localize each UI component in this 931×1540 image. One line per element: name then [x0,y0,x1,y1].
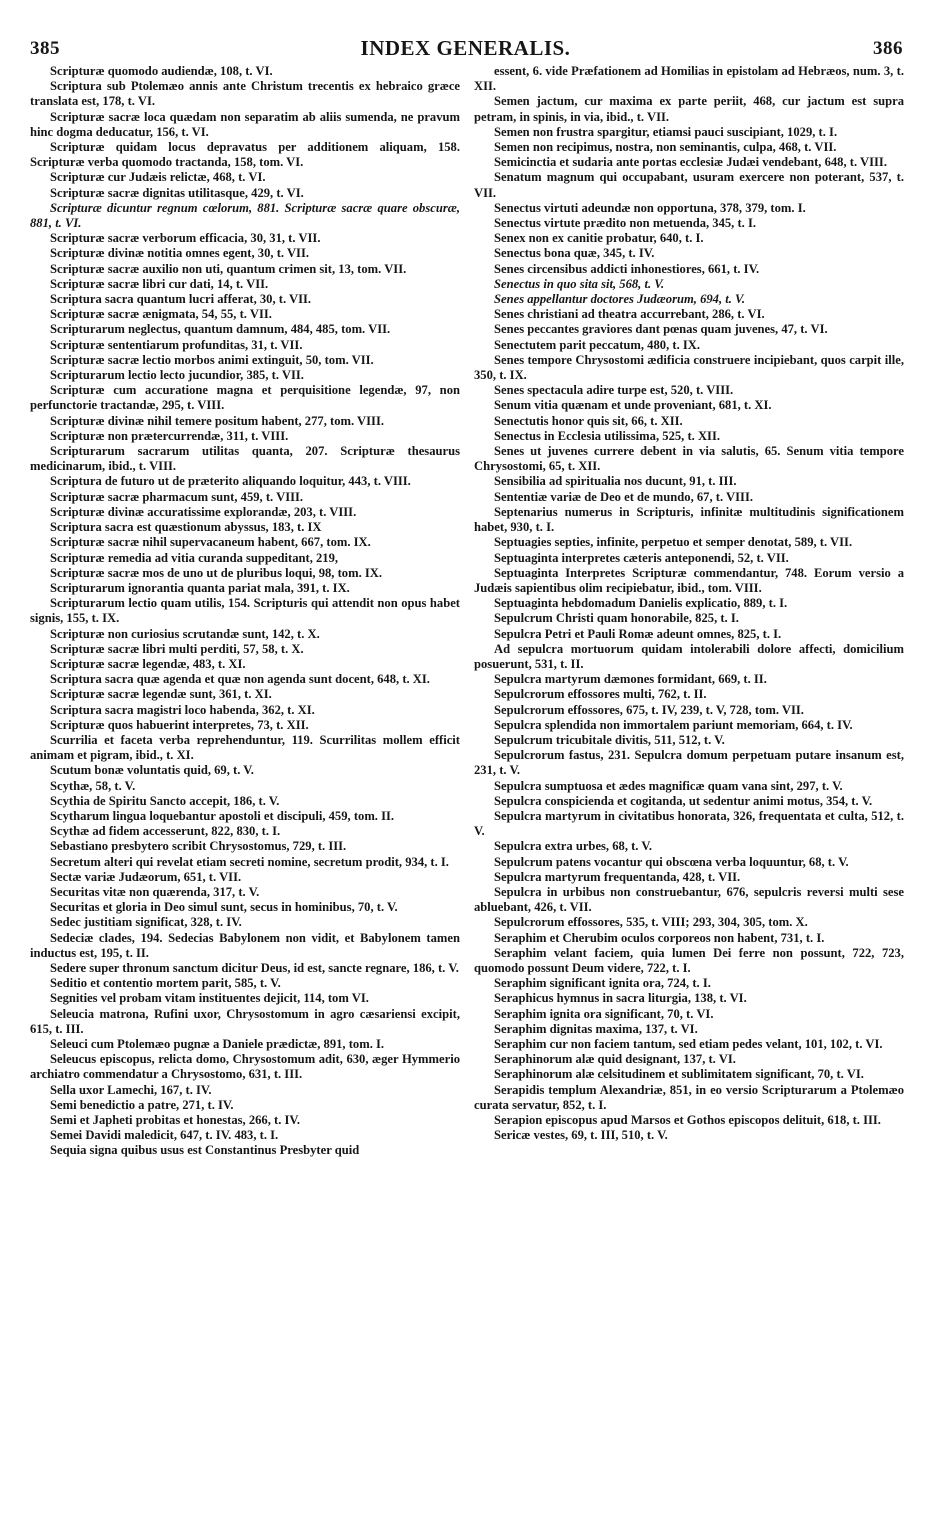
index-entry: Seraphim significant ignita ora, 724, t. I. [494,976,711,991]
index-entry: Semei Davidi maledicit, 647, t. IV. 483, t. I. [50,1128,279,1143]
index-entry: Sedere super thronum sanctum dicitur Deus, id est, sancte regnare, 186, t. V. [50,960,459,975]
index-entry: Scriptura sacra quæ agenda et quæ non agenda sunt docent, 648, t. XI. [50,672,430,687]
left-page-number: 385 [30,38,60,59]
index-entry: Seraphim dignitas maxima, 137, t. VI. [494,1021,698,1036]
index-entry: Scripturæ non curiosius scrutandæ sunt, 142, t. X. [50,626,320,641]
index-entry: Scripturarum ignorantia quanta pariat mala, 391, t. IX. [50,580,350,595]
index-entry: Scutum bonæ voluntatis quid, 69, t. V. [50,763,254,778]
index-entry: Scripturæ sacræ verborum efficacia, 30, 31, t. VII. [50,231,321,246]
index-entry: Scripturæ cum accuratione magna et perquisitione legendæ, 97, non perfunctorie tractandæ, 295, t. VIII. [30,383,460,413]
index-entry: Ad sepulcra mortuorum quidam intolerabili dolore affecti, domicilium posuerunt, 531, t. II. [474,641,904,671]
index-entry: Seleuci cum Ptolemæo pugnæ a Daniele prædictæ, 891, tom. I. [50,1037,385,1051]
index-entry: Senectus in Ecclesia utilissima, 525, t. XII. [494,428,720,443]
index-entry: Scripturæ divinæ nihil temere positum habent, 277, tom. VIII. [50,413,384,428]
index-entry: Senes peccantes graviores dant pœnas quam juvenes, 47, t. VI. [494,322,828,337]
index-entry: Sequia signa quibus usus est Constantinus Presbyter quid [50,1143,360,1158]
index-entry: Semen non frustra spargitur, etiamsi pauci suscipiant, 1029, t. I. [494,124,838,139]
index-entry: Securitas et gloria in Deo simul sunt, secus in hominibus, 70, t. V. [50,900,398,915]
index-entry: Senatum magnum qui occupabant, usuram exercere non poterant, 537, t. VII. [474,170,904,200]
index-entry: Scripturæ sacræ lectio morbos animi extinguit, 50, tom. VII. [50,352,374,367]
index-entry: Scripturæ cur Judæis relictæ, 468, t. VI. [50,170,266,185]
index-entry: Septuagies septies, infinite, perpetuo et semper denotat, 589, t. VII. [494,535,853,550]
index-entry: Sepulcra extra urbes, 68, t. V. [494,839,652,854]
page-header [0,18,931,62]
index-entry: Seraphim et Cherubim oculos corporeos non habent, 731, t. I. [494,930,825,945]
index-entry: Senectus in quo sita sit, 568, t. V. [494,276,665,291]
index-entry: Scripturæ sacræ auxilio non uti, quantum crimen sit, 13, tom. VII. [50,261,407,276]
index-entry: Scripturæ sacræ legendæ, 483, t. XI. [50,656,246,671]
index-entry: Scripturæ sacræ ænigmata, 54, 55, t. VII. [50,307,272,322]
index-entry: Sepulcrum patens vocantur qui obscœna verba loquuntur, 68, t. V. [494,854,849,869]
index-entry: Scriptura de futuro ut de præterito aliquando loquitur, 443, t. VIII. [50,474,411,489]
index-entry: Semicinctia et sudaria ante portas ecclesiæ Judæi vendebant, 648, t. VIII. [494,155,887,170]
index-entry: Sectæ variæ Judæorum, 651, t. VII. [50,869,242,884]
index-entry: Scripturæ sacræ nihil supervacaneum habent, 667, tom. IX. [50,535,371,550]
index-entry: Scripturæ sacræ libri cur dati, 14, t. VII. [50,276,269,291]
index-entry: Sedec justitiam significat, 328, t. IV. [50,915,242,930]
index-entry: Secretum alteri qui revelat etiam secreti nomine, secretum prodit, 934, t. I. [50,854,449,869]
index-entry: Scythæ, 58, t. V. [50,778,136,793]
page-title: INDEX GENERALIS. [360,36,571,60]
index-entry: Scytharum lingua loquebantur apostoli et discipuli, 459, tom. II. [50,808,395,823]
index-entry: Seraphinorum alæ celsitudinem et sublimitatem significant, 70, t. VI. [494,1067,864,1082]
index-entry: Sepulcra martyrum frequentanda, 428, t. VII. [494,869,741,884]
index-entry: Scripturæ sacræ mos de uno ut de pluribus loqui, 98, tom. IX. [50,565,383,580]
index-entry: Scripturæ dicuntur regnum cœlorum, 881. Scripturæ sacræ quare obscuræ, 881, t. VI. [30,200,460,231]
index-entry: Sepulcra conspicienda et cogitanda, ut sedentur animi motus, 354, t. V. [494,793,873,808]
index-entry: Seleucia matrona, Rufini uxor, Chrysostomum in agro cæsariensi excipit, 615, t. III. [30,1006,460,1036]
index-entry: Scriptura sacra magistri loco habenda, 362, t. XI. [50,702,315,717]
index-entry: Scripturæ quidam locus depravatus per additionem aliquam, 158. Scripturæ verba quomodo tractanda, 158, tom. VI. [30,140,460,170]
index-entry: essent, 6. vide Præfationem ad Homilias in epistolam ad Hebræos, num. 3, t. XII. [474,64,904,94]
index-entry: Seraphinorum alæ quid designant, 137, t. VI. [494,1052,736,1067]
index-entry: Serapion episcopus apud Marsos et Gothos episcopos delituit, 618, t. III. [494,1113,881,1128]
index-entry: Septuaginta Interpretes Scripturæ commendantur, 748. Eorum versio a Judæis sapientibus olim recipiebatur, ibid., tom. VIII. [474,565,904,595]
index-entry: Segnities vel probam vitam instituentes dejicit, 114, tom VI. [50,991,369,1006]
index-entry: Scripturæ sacræ loca quædam non separatim ab aliis sumenda, ne pravum hinc dogma deducatur, 156, t. VI. [30,109,460,139]
index-entry: Senes christiani ad theatra accurrebant, 286, t. VI. [494,307,765,322]
index-entry: Scripturæ non prætercurrendæ, 311, t. VIII. [50,428,289,443]
index-entry: Senes circensibus addicti inhonestiores, 661, t. IV. [494,261,760,276]
index-entry: Sepulcrorum effossores multi, 762, t. II. [494,687,707,702]
index-entry: Sepulcrum Christi quam honorabile, 825, t. I. [494,611,739,626]
index-entry: Sepulcrorum effossores, 535, t. VIII; 293, 304, 305, tom. X. [494,915,808,930]
right-column [474,64,904,1143]
index-entry: Semi benedictio a patre, 271, t. IV. [50,1097,234,1112]
index-entry: Scripturæ remedia ad vitia curanda suppeditant, 219, [50,550,339,565]
index-entry: Sepulcra in urbibus non construebantur, 676, sepulcris reversi multi sese abluebant, 426, t. VII. [474,884,904,915]
index-entry: Sericæ vestes, 69, t. III, 510, t. V. [494,1128,668,1143]
index-entry: Senectus bona quæ, 345, t. IV. [494,246,655,261]
index-entry: Securitas vitæ non quærenda, 317, t. V. [50,884,260,899]
index-entry: Seraphim cur non faciem tantum, sed etiam pedes velant, 101, 102, t. VI. [494,1037,883,1051]
index-entry: Septuaginta interpretes cæteris anteponendi, 52, t. VII. [494,550,789,565]
index-entry: Scripturæ sacræ legendæ sunt, 361, t. XI. [50,687,272,702]
index-entry: Scripturæ divinæ notitia omnes egent, 30, t. VII. [50,246,309,261]
index-entry: Scripturarum lectio quam utilis, 154. Scripturis qui attendit non opus habet signis, 155, t. IX. [30,596,460,626]
index-entry: Scripturæ sacræ pharmacum sunt, 459, t. VIII. [50,489,304,504]
right-page-number: 386 [873,38,903,59]
index-entry: Senectus virtute prædito non metuenda, 345, t. I. [494,216,757,231]
index-entry: Sepulcra martyrum dæmones formidant, 669, t. II. [494,672,767,687]
index-entry: Seditio et contentio mortem parit, 585, t. V. [50,976,281,991]
index-entry: Senectutem parit peccatum, 480, t. IX. [494,337,701,352]
index-entry: Sepulcrorum fastus, 231. Sepulcra domum perpetuam putare insanum est, 231, t. V. [474,748,904,778]
index-entry: Senectutis honor quis sit, 66, t. XII. [494,413,683,428]
index-entry: Sepulcra sumptuosa et ædes magnificæ quam vana sint, 297, t. V. [494,778,843,793]
index-entry: Seraphim ignita ora significant, 70, t. VI. [494,1006,714,1021]
index-entry: Septuaginta hebdomadum Danielis explicatio, 889, t. I. [494,596,788,611]
index-entry: Semen jactum, cur maxima ex parte periit, 468, cur jactum est supra petram, in spinis, in via, ibid., t. VII. [474,94,904,124]
index-entry: Septenarius numerus in Scripturis, infinitæ multitudinis significationem habet, 930, t. I. [474,504,904,535]
index-entry: Scripturæ quomodo audiendæ, 108, t. VI. [50,64,273,78]
index-entry: Sepulcra splendida non immortalem pariunt memoriam, 664, t. IV. [494,717,853,732]
index-entry: Sedeciæ clades, 194. Sedecias Babylonem non vidit, et Babylonem tamen inductus est, 195, t. II. [30,930,460,960]
index-entry: Serapidis templum Alexandriæ, 851, in eo versio Scripturarum a Ptolemæo curata servatur, 852, t. I. [474,1082,904,1112]
index-entry: Semi et Japheti probitas et honestas, 266, t. IV. [50,1113,301,1128]
index-entry: Scripturæ divinæ accuratissime explorandæ, 203, t. VIII. [50,504,357,519]
index-entry: Sepulcra Petri et Pauli Romæ adeunt omnes, 825, t. I. [494,626,782,641]
index-entry: Sepulcra martyrum in civitatibus honorata, 326, frequentata et culta, 512, t. V. [474,808,904,839]
index-entry: Scripturæ sacræ libri multi perditi, 57, 58, t. X. [50,641,304,656]
index-entry: Scythia de Spiritu Sancto accepit, 186, t. V. [50,793,280,808]
left-column [30,64,460,1159]
index-entry: Semen non recipimus, nostra, non seminantis, culpa, 468, t. VII. [494,140,837,155]
index-entry: Sepulcrum tricubitale divitis, 511, 512, t. V. [494,732,725,747]
index-entry: Scripturæ sacræ dignitas utilitasque, 429, t. VI. [50,185,304,200]
index-entry: Sensibilia ad spiritualia nos ducunt, 91, t. III. [494,474,737,489]
index-entry: Seraphicus hymnus in sacra liturgia, 138, t. VI. [494,991,747,1006]
index-entry: Scripturarum lectio lecto jucundior, 385, t. VII. [50,368,304,383]
index-entry: Sepulcrorum effossores, 675, t. IV, 239, t. V, 728, tom. VII. [494,702,804,717]
index-entry: Scurrilia et faceta verba reprehenduntur, 119. Scurrilitas mollem efficit animam et pigram, ibid., t. XI. [30,732,460,763]
index-entry: Scripturarum neglectus, quantum damnum, 484, 485, tom. VII. [50,322,391,337]
index-entry: Scriptura sacra est quæstionum abyssus, 183, t. IX [50,520,322,535]
index-entry: Sententiæ variæ de Deo et de mundo, 67, t. VIII. [494,489,753,504]
index-entry: Senex non ex canitie probatur, 640, t. I. [494,231,704,246]
index-entry: Seraphim velant faciem, quia lumen Dei ferre non possunt, 722, 723, quomodo possunt Deum videre, 722, t. I. [474,945,904,975]
index-entry: Senum vitia quænam et unde proveniant, 681, t. XI. [494,398,772,413]
index-entry: Scriptura sub Ptolemæo annis ante Christum trecentis ex hebraico græce translata est, 178, t. VI. [30,79,460,109]
index-entry: Senes appellantur doctores Judæorum, 694, t. V. [494,292,745,307]
index-entry: Scriptura sacra quantum lucri afferat, 30, t. VII. [50,292,312,307]
index-entry: Sebastiano presbytero scribit Chrysostomus, 729, t. III. [50,839,347,854]
index-entry: Senes tempore Chrysostomi ædificia construere incipiebant, quos carpit ille, 350, t. IX. [474,352,904,383]
index-entry: Scripturarum sacrarum utilitas quanta, 207. Scripturæ thesaurus medicinarum, ibid., t. VIII. [30,444,460,474]
index-entry: Scythæ ad fidem accesserunt, 822, 830, t. I. [50,824,281,839]
index-entry: Scripturæ quos habuerint interpretes, 73, t. XII. [50,717,309,732]
index-entry: Seleucus episcopus, relicta domo, Chrysostomum adit, 630, æger Hymmerio archiatro commendatur a Chrysostomo, 631, t. III. [30,1052,460,1082]
index-entry: Senes ut juvenes currere debent in via salutis, 65. Senum vitia tempore Chrysostomi, 65, t. XII. [474,444,904,474]
index-entry: Scripturæ sententiarum profunditas, 31, t. VII. [50,337,303,352]
index-entry: Sella uxor Lamechi, 167, t. IV. [50,1082,212,1097]
index-entry: Senectus virtuti adeundæ non opportuna, 378, 379, tom. I. [494,200,806,215]
index-entry: Senes spectacula adire turpe est, 520, t. VIII. [494,383,734,398]
